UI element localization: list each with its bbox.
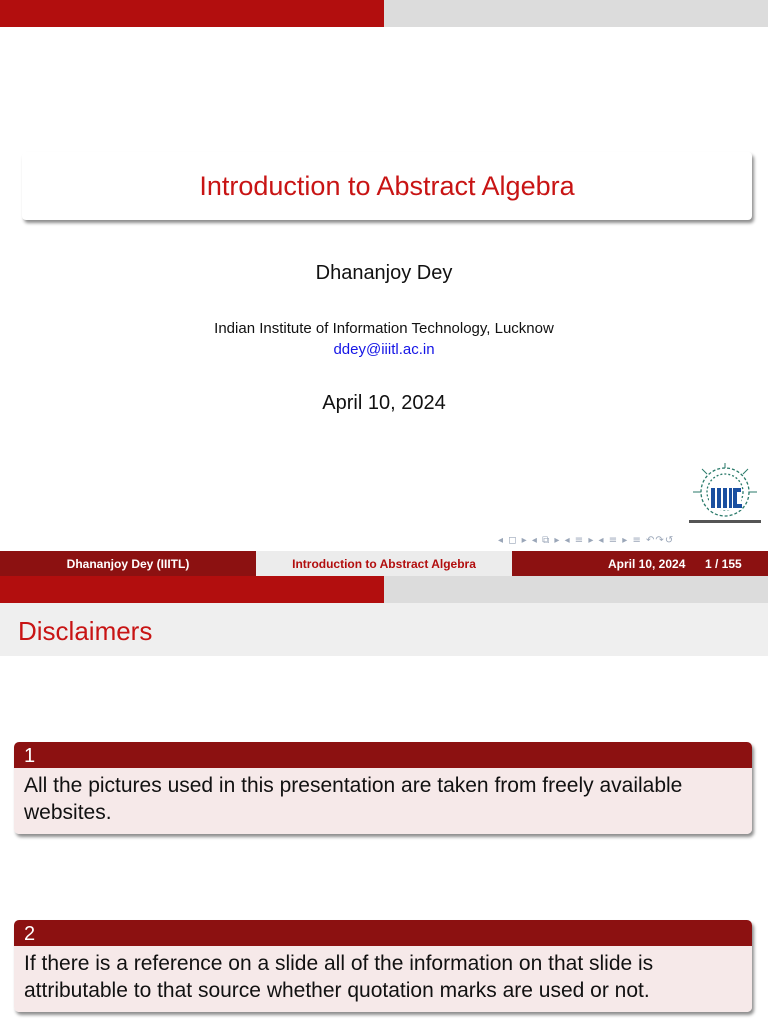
- block-header: 1: [14, 742, 752, 768]
- presentation-title: Introduction to Abstract Algebra: [199, 170, 575, 201]
- footer-title: Introduction to Abstract Algebra: [256, 551, 512, 576]
- footer-page-number: 1 / 155: [705, 556, 742, 571]
- slide-footer: [0, 551, 768, 576]
- progress-fill: [0, 0, 384, 27]
- disclaimers-slide: [0, 576, 768, 1024]
- block-header: 2: [14, 920, 752, 946]
- block-body: All the pictures used in this presentation are taken from freely available websites.: [14, 768, 752, 834]
- footer-right: [512, 551, 768, 576]
- frame-title: Disclaimers: [18, 616, 153, 646]
- disclaimer-block-2: [14, 920, 752, 1012]
- footer-date: April 10, 2024: [608, 556, 686, 571]
- progress-bar: [0, 576, 768, 603]
- footer-author: Dhananjoy Dey (IIITL): [0, 551, 256, 576]
- disclaimer-block-1: [14, 742, 752, 834]
- progress-fill: [0, 576, 384, 603]
- author-name: Dhananjoy Dey: [315, 262, 453, 284]
- progress-bar: [0, 0, 768, 27]
- iiitl-logo-icon: [685, 462, 765, 530]
- block-body: If there is a reference on a slide all of the information on that slide is attributable to that source whether quotation marks are used or not.: [14, 946, 752, 1012]
- institute-name: Indian Institute of Information Technology, Lucknow: [214, 320, 554, 337]
- author-email-link[interactable]: ddey@iiitl.ac.in: [333, 341, 435, 358]
- presentation-date: April 10, 2024: [322, 392, 446, 414]
- title-box: [22, 152, 752, 220]
- beamer-navigation-symbols[interactable]: ◂ ◻ ▸ ◂ ⧉ ▸ ◂ ≡ ▸ ◂ ≡ ▸ ≡ ↶↷↺: [498, 535, 675, 546]
